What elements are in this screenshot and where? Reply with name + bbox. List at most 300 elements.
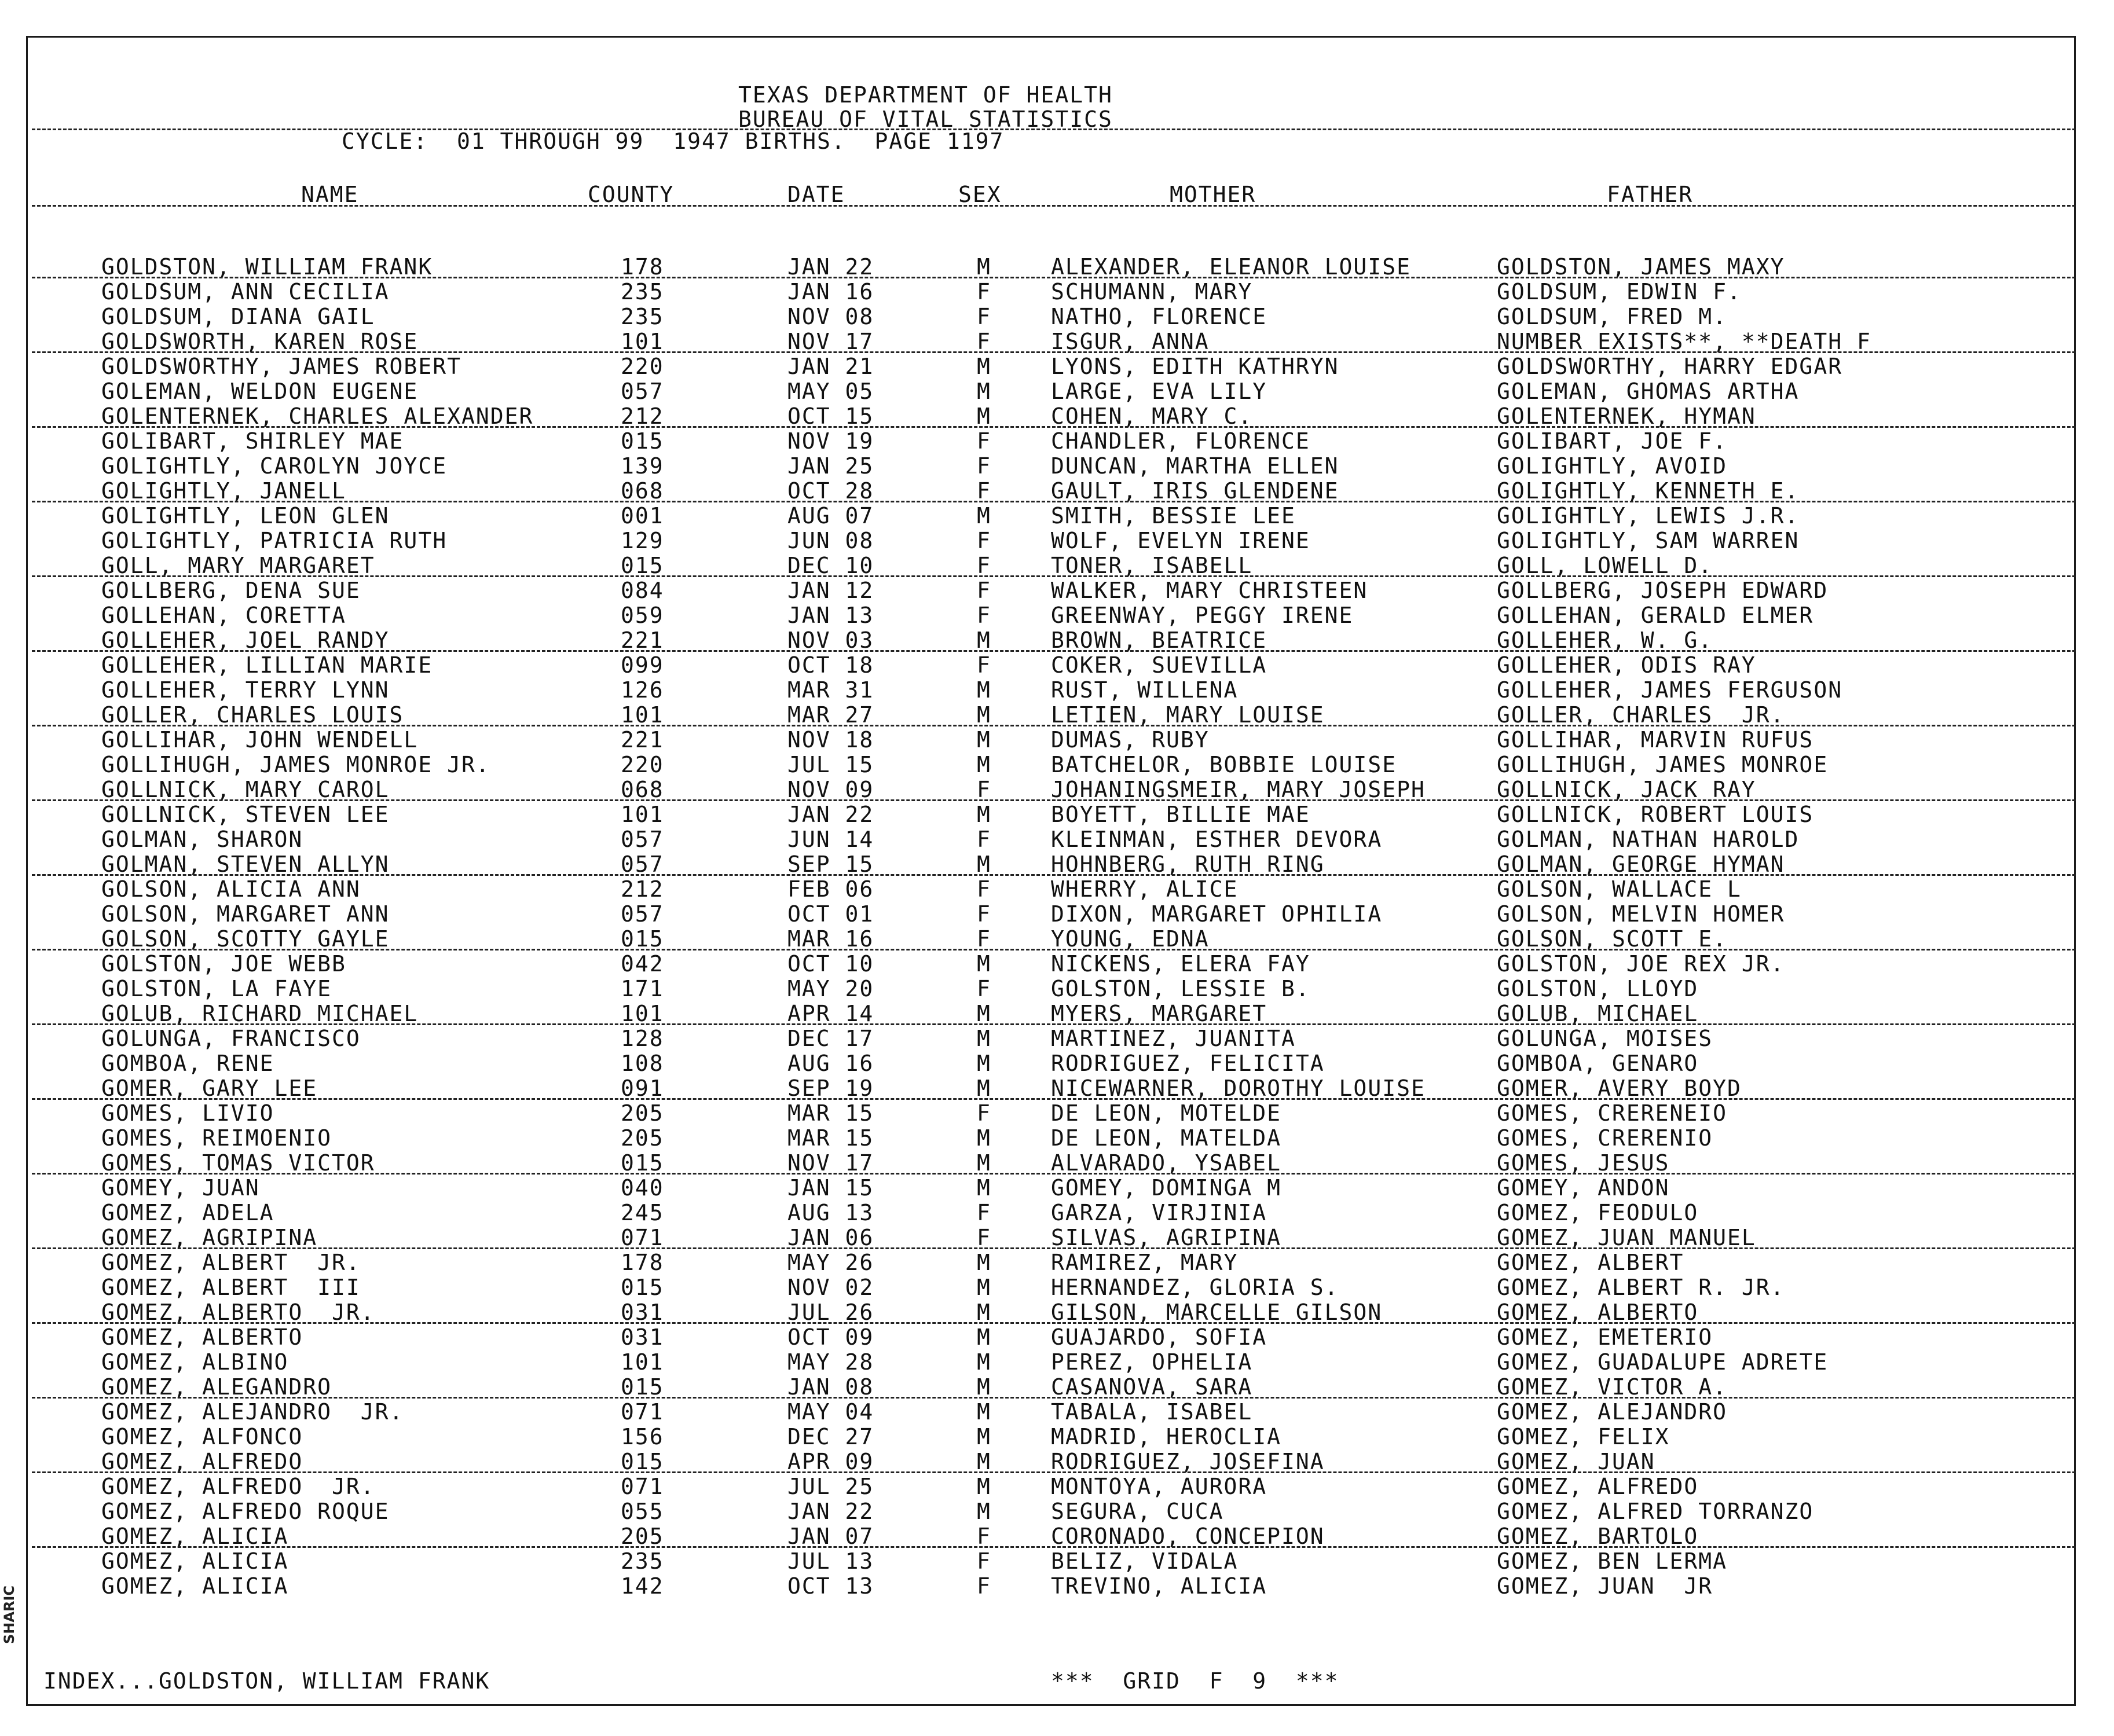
- cell-name: GOLMAN, STEVEN ALLYN: [101, 852, 390, 877]
- cell-date: OCT 18: [787, 652, 874, 678]
- cell-name: GOMEZ, ADELA: [101, 1200, 274, 1225]
- row-rule: [32, 1173, 2076, 1175]
- cell-mother: MARTINEZ, JUANITA: [1051, 1026, 1296, 1051]
- cell-father: GOLSTON, LLOYD: [1497, 976, 1699, 1001]
- cell-mother: DUNCAN, MARTHA ELLEN: [1051, 453, 1339, 479]
- cell-sex: M: [977, 752, 991, 777]
- cell-county: 031: [621, 1300, 664, 1325]
- cell-date: MAR 15: [787, 1100, 874, 1126]
- cell-father: GOMEZ, FELIX: [1497, 1424, 1670, 1449]
- cell-sex: F: [977, 1100, 991, 1126]
- cell-sex: F: [977, 976, 991, 1001]
- cell-name: GOMEZ, ALICIA: [101, 1548, 289, 1574]
- cell-mother: COKER, SUEVILLA: [1051, 652, 1267, 678]
- cell-name: GOMER, GARY LEE: [101, 1076, 318, 1101]
- cell-father: GOMER, AVERY BOYD: [1497, 1076, 1742, 1101]
- cell-father: GOLUNGA, MOISES: [1497, 1026, 1713, 1051]
- table-row: [0, 952, 2114, 976]
- cell-father: GOMEZ, FEODULO: [1497, 1200, 1699, 1225]
- cell-county: 055: [621, 1499, 664, 1524]
- cell-sex: M: [977, 1175, 991, 1201]
- cell-name: GOLUNGA, FRANCISCO: [101, 1026, 361, 1051]
- cell-date: APR 14: [787, 1001, 874, 1026]
- cell-sex: F: [977, 603, 991, 628]
- cell-county: 001: [621, 503, 664, 528]
- cell-mother: BATCHELOR, BOBBIE LOUISE: [1051, 752, 1397, 777]
- cell-mother: GOMEY, DOMINGA M: [1051, 1175, 1282, 1201]
- cell-father: GOLEMAN, GHOMAS ARTHA: [1497, 379, 1800, 404]
- cell-name: GOMEZ, ALFREDO: [101, 1449, 303, 1474]
- cell-mother: SILVAS, AGRIPINA: [1051, 1225, 1282, 1250]
- cell-county: 068: [621, 478, 664, 504]
- cell-name: GOMEZ, ALBERTO JR.: [101, 1300, 375, 1325]
- cell-father: GOLMAN, GEORGE HYMAN: [1497, 852, 1785, 877]
- cell-sex: F: [977, 329, 991, 354]
- cell-name: GOMEZ, AGRIPINA: [101, 1225, 318, 1250]
- table-row: [0, 304, 2114, 329]
- cell-county: 091: [621, 1076, 664, 1101]
- cell-name: GOLLEHER, JOEL RANDY: [101, 627, 390, 653]
- table-row: [0, 1524, 2114, 1548]
- cell-name: GOLDSWORTH, KAREN ROSE: [101, 329, 419, 354]
- cell-county: 171: [621, 976, 664, 1001]
- cell-sex: F: [977, 1524, 991, 1549]
- cell-county: 108: [621, 1051, 664, 1076]
- cell-mother: BROWN, BEATRICE: [1051, 627, 1267, 653]
- cell-date: JUN 08: [787, 528, 874, 553]
- cell-date: FEB 06: [787, 876, 874, 902]
- row-rule: [32, 1098, 2076, 1100]
- table-row: [0, 1574, 2114, 1598]
- cell-name: GOLMAN, SHARON: [101, 827, 303, 852]
- cell-father: GOMEZ, BARTOLO: [1497, 1524, 1699, 1549]
- table-row: [0, 1101, 2114, 1125]
- cell-date: NOV 19: [787, 428, 874, 454]
- table-row: [0, 1250, 2114, 1275]
- table-row: [0, 379, 2114, 403]
- cell-date: OCT 01: [787, 901, 874, 927]
- cell-name: GOLSON, MARGARET ANN: [101, 901, 390, 927]
- cell-date: MAY 26: [787, 1250, 874, 1275]
- cell-mother: GILSON, MARCELLE GILSON: [1051, 1300, 1383, 1325]
- column-header-mother: MOTHER: [1170, 182, 1256, 207]
- cell-date: OCT 10: [787, 951, 874, 977]
- table-row: [0, 1151, 2114, 1175]
- cell-name: GOMEZ, ALFREDO ROQUE: [101, 1499, 390, 1524]
- cell-date: MAR 16: [787, 926, 874, 952]
- cell-name: GOLSTON, LA FAYE: [101, 976, 332, 1001]
- table-row: [0, 1076, 2114, 1100]
- cell-name: GOLSTON, JOE WEBB: [101, 951, 346, 977]
- cell-father: GOMEZ, JUAN MANUEL: [1497, 1225, 1756, 1250]
- cell-mother: CHANDLER, FLORENCE: [1051, 428, 1310, 454]
- cell-date: JAN 16: [787, 279, 874, 304]
- cell-sex: M: [977, 1026, 991, 1051]
- cell-county: 015: [621, 1275, 664, 1300]
- table-row: [0, 703, 2114, 727]
- cell-mother: RODRIGUEZ, JOSEFINA: [1051, 1449, 1325, 1474]
- cell-county: 031: [621, 1324, 664, 1350]
- cell-mother: GARZA, VIRJINIA: [1051, 1200, 1267, 1225]
- cell-sex: M: [977, 1374, 991, 1400]
- cell-county: 084: [621, 578, 664, 603]
- table-row: [0, 728, 2114, 752]
- cell-father: GOLLEHER, W. G.: [1497, 627, 1713, 653]
- cell-sex: F: [977, 652, 991, 678]
- cell-name: GOMEY, JUAN: [101, 1175, 260, 1201]
- cell-name: GOMEZ, ALBERTO: [101, 1324, 303, 1350]
- cell-name: GOLLER, CHARLES LOUIS: [101, 702, 404, 728]
- cell-date: SEP 15: [787, 852, 874, 877]
- cell-sex: F: [977, 1200, 991, 1225]
- cell-name: GOLLBERG, DENA SUE: [101, 578, 361, 603]
- cell-name: GOLEMAN, WELDON EUGENE: [101, 379, 419, 404]
- table-row: [0, 1400, 2114, 1424]
- table-row: [0, 1474, 2114, 1499]
- cell-sex: M: [977, 627, 991, 653]
- cell-mother: GOLSTON, LESSIE B.: [1051, 976, 1310, 1001]
- cell-date: OCT 09: [787, 1324, 874, 1350]
- cell-sex: M: [977, 1051, 991, 1076]
- cell-name: GOLLIHUGH, JAMES MONROE JR.: [101, 752, 490, 777]
- row-rule: [32, 650, 2076, 652]
- cell-sex: F: [977, 1225, 991, 1250]
- cell-date: NOV 02: [787, 1275, 874, 1300]
- cell-mother: RAMIREZ, MARY: [1051, 1250, 1239, 1275]
- cell-mother: DUMAS, RUBY: [1051, 727, 1210, 753]
- cell-date: JAN 25: [787, 453, 874, 479]
- cell-father: GOLSTON, JOE REX JR.: [1497, 951, 1785, 977]
- table-row: [0, 504, 2114, 528]
- table-row: [0, 354, 2114, 379]
- cell-father: GOLLEHER, JAMES FERGUSON: [1497, 677, 1843, 703]
- cell-name: GOMEZ, ALEJANDRO JR.: [101, 1399, 404, 1425]
- cell-county: 235: [621, 279, 664, 304]
- table-row: [0, 255, 2114, 279]
- cell-county: 212: [621, 403, 664, 429]
- table-row: [0, 1225, 2114, 1250]
- cell-date: MAR 27: [787, 702, 874, 728]
- column-header-date: DATE: [787, 182, 845, 207]
- cell-father: GOLDSUM, EDWIN F.: [1497, 279, 1742, 304]
- row-rule: [32, 1322, 2076, 1324]
- cell-father: GOMEY, ANDON: [1497, 1175, 1670, 1201]
- row-rule: [32, 426, 2076, 428]
- cell-father: GOMEZ, BEN LERMA: [1497, 1548, 1728, 1574]
- cell-county: 139: [621, 453, 664, 479]
- table-row: [0, 1375, 2114, 1399]
- cell-mother: LETIEN, MARY LOUISE: [1051, 702, 1325, 728]
- cell-date: DEC 17: [787, 1026, 874, 1051]
- cell-sex: M: [977, 1300, 991, 1325]
- cell-county: 220: [621, 752, 664, 777]
- cell-name: GOLDSTON, WILLIAM FRANK: [101, 254, 433, 280]
- cell-father: GOLL, LOWELL D.: [1497, 553, 1713, 578]
- cell-father: GOLLIHAR, MARVIN RUFUS: [1497, 727, 1814, 753]
- cell-sex: M: [977, 1324, 991, 1350]
- table-row: [0, 1176, 2114, 1200]
- cell-father: GOMBOA, GENARO: [1497, 1051, 1699, 1076]
- cell-father: GOMEZ, EMETERIO: [1497, 1324, 1713, 1350]
- cell-date: NOV 18: [787, 727, 874, 753]
- table-row: [0, 1275, 2114, 1300]
- cell-date: OCT 15: [787, 403, 874, 429]
- cell-father: GOLIGHTLY, SAM WARREN: [1497, 528, 1800, 553]
- cell-father: GOLIGHTLY, AVOID: [1497, 453, 1728, 479]
- cell-father: GOLDSUM, FRED M.: [1497, 304, 1728, 329]
- row-rule: [32, 799, 2076, 801]
- cell-sex: F: [977, 304, 991, 329]
- cell-mother: WOLF, EVELYN IRENE: [1051, 528, 1310, 553]
- cell-county: 156: [621, 1424, 664, 1449]
- table-row: [0, 1300, 2114, 1324]
- cell-county: 129: [621, 528, 664, 553]
- cell-mother: CORONADO, CONCEPION: [1051, 1524, 1325, 1549]
- cell-father: GOLSON, SCOTT E.: [1497, 926, 1728, 952]
- cell-date: JAN 08: [787, 1374, 874, 1400]
- cell-county: 101: [621, 329, 664, 354]
- cell-mother: TONER, ISABELL: [1051, 553, 1253, 578]
- table-row: [0, 852, 2114, 876]
- cell-mother: GAULT, IRIS GLENDENE: [1051, 478, 1339, 504]
- table-row: [0, 1499, 2114, 1524]
- cell-date: MAR 31: [787, 677, 874, 703]
- table-row: [0, 1051, 2114, 1076]
- cell-mother: ALEXANDER, ELEANOR LOUISE: [1051, 254, 1411, 280]
- cycle-line: CYCLE: 01 THROUGH 99 1947 BIRTHS. PAGE 1197: [342, 129, 1005, 154]
- cell-sex: F: [977, 901, 991, 927]
- cell-mother: TABALA, ISABEL: [1051, 1399, 1253, 1425]
- cell-mother: TREVINO, ALICIA: [1051, 1573, 1267, 1599]
- cell-mother: GREENWAY, PEGGY IRENE: [1051, 603, 1354, 628]
- cell-name: GOMEZ, ALEGANDRO: [101, 1374, 332, 1400]
- cell-father: GOLIGHTLY, LEWIS J.R.: [1497, 503, 1800, 528]
- cell-sex: F: [977, 578, 991, 603]
- cell-sex: M: [977, 379, 991, 404]
- row-rule: [32, 501, 2076, 502]
- cell-sex: M: [977, 1349, 991, 1375]
- cell-county: 057: [621, 379, 664, 404]
- cell-name: GOMEZ, ALICIA: [101, 1524, 289, 1549]
- cell-name: GOLLEHER, TERRY LYNN: [101, 677, 390, 703]
- cell-sex: F: [977, 1573, 991, 1599]
- cell-mother: GUAJARDO, SOFIA: [1051, 1324, 1267, 1350]
- row-rule: [32, 1247, 2076, 1249]
- cell-mother: PEREZ, OPHELIA: [1051, 1349, 1253, 1375]
- cell-sex: M: [977, 951, 991, 977]
- cell-date: NOV 09: [787, 777, 874, 802]
- cell-date: MAY 20: [787, 976, 874, 1001]
- cell-date: JAN 12: [787, 578, 874, 603]
- cell-mother: RUST, WILLENA: [1051, 677, 1239, 703]
- cell-date: AUG 07: [787, 503, 874, 528]
- cell-date: JUL 13: [787, 1548, 874, 1574]
- cell-date: JUN 14: [787, 827, 874, 852]
- table-row: [0, 1001, 2114, 1026]
- cell-county: 015: [621, 1150, 664, 1176]
- cell-county: 057: [621, 827, 664, 852]
- cell-county: 126: [621, 677, 664, 703]
- table-row: [0, 1126, 2114, 1150]
- table-row: [0, 1325, 2114, 1349]
- cell-county: 178: [621, 1250, 664, 1275]
- cell-sex: F: [977, 827, 991, 852]
- table-row: [0, 1026, 2114, 1051]
- table-row: [0, 1549, 2114, 1573]
- cell-name: GOLLEHER, LILLIAN MARIE: [101, 652, 433, 678]
- row-rule: [32, 277, 2076, 278]
- cell-name: GOLL, MARY MARGARET: [101, 553, 375, 578]
- cell-mother: ALVARADO, YSABEL: [1051, 1150, 1282, 1176]
- cell-father: GOMEZ, VICTOR A.: [1497, 1374, 1728, 1400]
- header-rule: [32, 129, 2076, 130]
- cell-date: NOV 17: [787, 329, 874, 354]
- cell-father: GOMEZ, ALBERT: [1497, 1250, 1684, 1275]
- table-row: [0, 902, 2114, 926]
- cell-county: 205: [621, 1125, 664, 1151]
- cell-date: JAN 07: [787, 1524, 874, 1549]
- cell-sex: M: [977, 1424, 991, 1449]
- cell-county: 015: [621, 553, 664, 578]
- cell-sex: M: [977, 802, 991, 827]
- cell-name: GOLENTERNEK, CHARLES ALEXANDER: [101, 403, 534, 429]
- table-row: [0, 877, 2114, 901]
- row-rule: [32, 575, 2076, 577]
- cell-father: GOMEZ, JUAN: [1497, 1449, 1655, 1474]
- cell-father: GOLLEHER, ODIS RAY: [1497, 652, 1756, 678]
- cell-county: 015: [621, 428, 664, 454]
- table-row: [0, 479, 2114, 503]
- cell-name: GOLLNICK, STEVEN LEE: [101, 802, 390, 827]
- cell-date: NOV 03: [787, 627, 874, 653]
- table-row: [0, 777, 2114, 802]
- cell-mother: SEGURA, CUCA: [1051, 1499, 1224, 1524]
- row-rule: [32, 949, 2076, 950]
- cell-sex: F: [977, 528, 991, 553]
- cell-father: GOLSON, MELVIN HOMER: [1497, 901, 1785, 927]
- cell-date: AUG 13: [787, 1200, 874, 1225]
- cell-mother: DE LEON, MOTELDE: [1051, 1100, 1282, 1126]
- cell-name: GOMEZ, ALBERT III: [101, 1275, 361, 1300]
- cell-sex: M: [977, 1250, 991, 1275]
- cell-mother: NICEWARNER, DOROTHY LOUISE: [1051, 1076, 1426, 1101]
- grid-footer: *** GRID F 9 ***: [1051, 1668, 1339, 1694]
- cell-date: OCT 13: [787, 1573, 874, 1599]
- cell-mother: JOHANINGSMEIR, MARY JOSEPH: [1051, 777, 1426, 802]
- cell-date: JAN 06: [787, 1225, 874, 1250]
- cell-date: AUG 16: [787, 1051, 874, 1076]
- cell-mother: WHERRY, ALICE: [1051, 876, 1239, 902]
- table-row: [0, 553, 2114, 578]
- cell-sex: M: [977, 503, 991, 528]
- cell-name: GOLIGHTLY, JANELL: [101, 478, 346, 504]
- cell-sex: M: [977, 1474, 991, 1499]
- table-row: [0, 802, 2114, 827]
- cell-mother: NICKENS, ELERA FAY: [1051, 951, 1310, 977]
- cell-father: GOMEZ, ALFRED TORRANZO: [1497, 1499, 1814, 1524]
- cell-county: 128: [621, 1026, 664, 1051]
- table-row: [0, 753, 2114, 777]
- cell-date: DEC 27: [787, 1424, 874, 1449]
- cell-sex: M: [977, 1275, 991, 1300]
- cell-father: GOLENTERNEK, HYMAN: [1497, 403, 1756, 429]
- cell-county: 101: [621, 802, 664, 827]
- cell-mother: YOUNG, EDNA: [1051, 926, 1210, 952]
- cell-sex: F: [977, 553, 991, 578]
- cell-name: GOMES, TOMAS VICTOR: [101, 1150, 375, 1176]
- cell-mother: KLEINMAN, ESTHER DEVORA: [1051, 827, 1383, 852]
- cell-county: 220: [621, 354, 664, 379]
- cell-date: JAN 21: [787, 354, 874, 379]
- cell-father: NUMBER EXISTS**, **DEATH F: [1497, 329, 1871, 354]
- cell-county: 040: [621, 1175, 664, 1201]
- cell-father: GOLDSWORTHY, HARRY EDGAR: [1497, 354, 1843, 379]
- cell-sex: M: [977, 1001, 991, 1026]
- cell-sex: F: [977, 453, 991, 479]
- table-row: [0, 578, 2114, 603]
- cell-county: 068: [621, 777, 664, 802]
- cell-date: OCT 28: [787, 478, 874, 504]
- cell-date: NOV 08: [787, 304, 874, 329]
- cell-county: 071: [621, 1474, 664, 1499]
- row-rule: [32, 351, 2076, 353]
- table-row: [0, 927, 2114, 951]
- cell-name: GOLIGHTLY, LEON GLEN: [101, 503, 390, 528]
- table-row: [0, 628, 2114, 652]
- column-header-sex: SEX: [958, 182, 1002, 207]
- cell-mother: MONTOYA, AURORA: [1051, 1474, 1267, 1499]
- cell-sex: F: [977, 876, 991, 902]
- side-mark: SHARIC: [1, 1585, 17, 1644]
- cell-mother: MADRID, HEROCLIA: [1051, 1424, 1282, 1449]
- cell-date: JUL 26: [787, 1300, 874, 1325]
- cell-sex: M: [977, 727, 991, 753]
- cell-date: JAN 13: [787, 603, 874, 628]
- cell-county: 071: [621, 1225, 664, 1250]
- cell-sex: F: [977, 1548, 991, 1574]
- cell-name: GOLIGHTLY, PATRICIA RUTH: [101, 528, 448, 553]
- cell-father: GOLLEHAN, GERALD ELMER: [1497, 603, 1814, 628]
- cell-county: 101: [621, 1001, 664, 1026]
- cell-father: GOMEZ, ALBERTO: [1497, 1300, 1699, 1325]
- cell-date: DEC 10: [787, 553, 874, 578]
- row-rule: [32, 1546, 2076, 1548]
- cell-county: 015: [621, 926, 664, 952]
- cell-name: GOLIGHTLY, CAROLYN JOYCE: [101, 453, 448, 479]
- row-rule: [32, 874, 2076, 876]
- cell-sex: M: [977, 702, 991, 728]
- cell-date: JAN 15: [787, 1175, 874, 1201]
- cell-mother: ISGUR, ANNA: [1051, 329, 1210, 354]
- cell-county: 245: [621, 1200, 664, 1225]
- cell-sex: M: [977, 354, 991, 379]
- table-row: [0, 280, 2114, 304]
- cell-mother: DE LEON, MATELDA: [1051, 1125, 1282, 1151]
- cell-date: JUL 25: [787, 1474, 874, 1499]
- cell-father: GOLUB, MICHAEL: [1497, 1001, 1699, 1026]
- cell-father: GOMEZ, ALBERT R. JR.: [1497, 1275, 1785, 1300]
- cell-father: GOLLNICK, JACK RAY: [1497, 777, 1756, 802]
- cell-county: 042: [621, 951, 664, 977]
- cell-father: GOMEZ, ALEJANDRO: [1497, 1399, 1728, 1425]
- cell-father: GOLLNICK, ROBERT LOUIS: [1497, 802, 1814, 827]
- cell-father: GOLLIHUGH, JAMES MONROE: [1497, 752, 1829, 777]
- cell-sex: F: [977, 279, 991, 304]
- index-footer: INDEX...GOLDSTON, WILLIAM FRANK: [43, 1668, 490, 1694]
- cell-date: JUL 15: [787, 752, 874, 777]
- cell-mother: RODRIGUEZ, FELICITA: [1051, 1051, 1325, 1076]
- cell-date: NOV 17: [787, 1150, 874, 1176]
